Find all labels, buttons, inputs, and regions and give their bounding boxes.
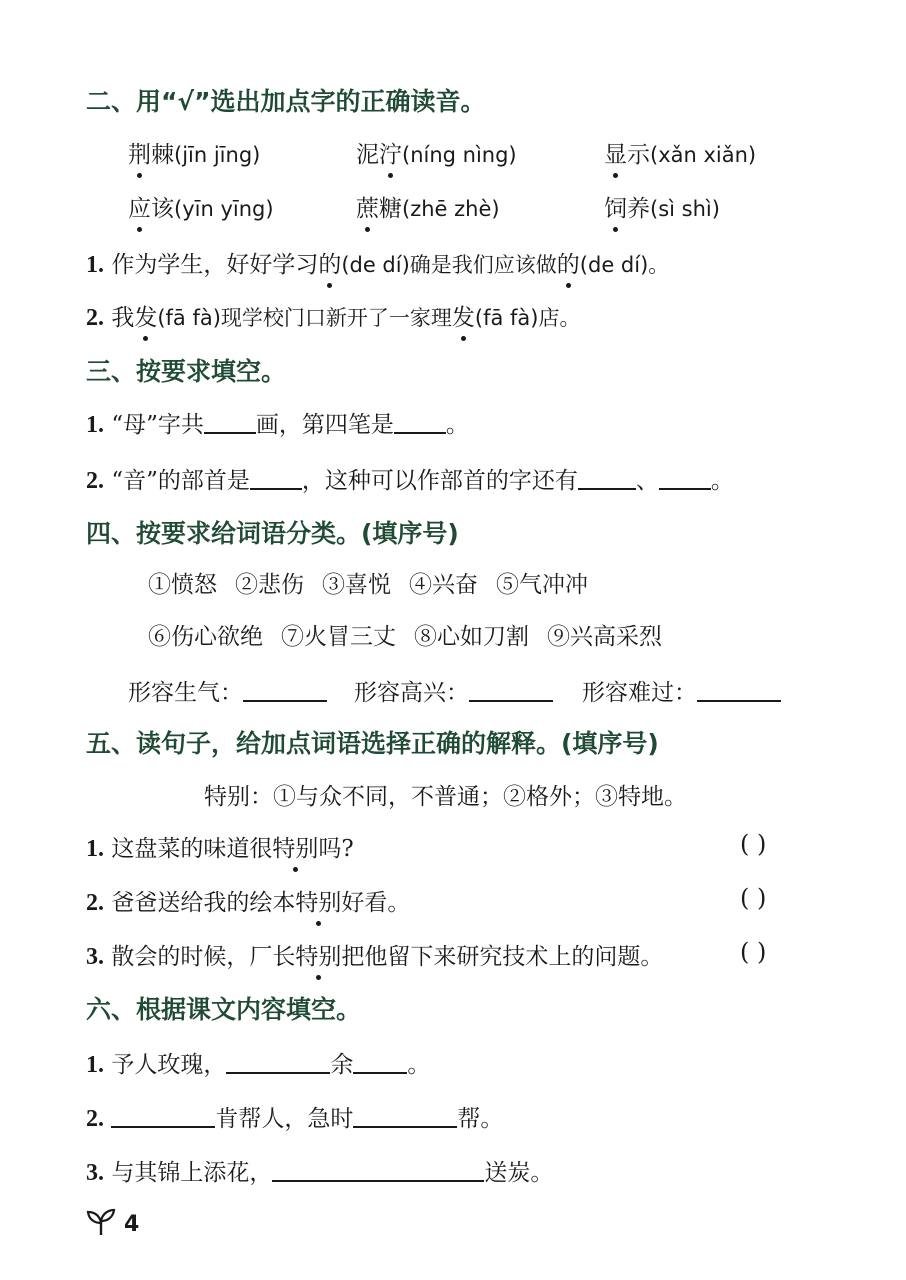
word-item: ⑨兴高采烈 bbox=[547, 624, 662, 650]
question-6-1: 1. 予人玫瑰， 余 。 bbox=[86, 1052, 431, 1078]
answer-blank[interactable] bbox=[226, 1050, 330, 1074]
section-2-title: 二、用“√”选出加点字的正确读音。 bbox=[86, 87, 486, 116]
word-item: ③喜悦 bbox=[322, 572, 391, 598]
category-item: 形容难过： bbox=[582, 674, 781, 707]
pinyin-item: 蔗糖(zhē zhè) bbox=[356, 190, 500, 223]
word-item: ⑤气冲冲 bbox=[496, 572, 588, 598]
answer-paren[interactable]: ( ) bbox=[740, 830, 767, 858]
pinyin-item: 饲养(sì shì) bbox=[604, 190, 720, 223]
word-bank-row bbox=[148, 566, 588, 599]
category-item: 形容高兴： bbox=[354, 674, 553, 707]
question-5-3: 3. 散会的时候，厂长特别把他留下来研究技术上的问题。 bbox=[86, 938, 663, 971]
word-item: ⑧心如刀割 bbox=[414, 624, 529, 650]
question-3-1: 1. “母”字共 画，第四笔是 。 bbox=[86, 412, 469, 438]
word-item: ⑦火冒三丈 bbox=[281, 624, 396, 650]
section-4-title: 四、按要求给词语分类。(填序号) bbox=[86, 519, 459, 548]
word-item: ②悲伤 bbox=[235, 572, 304, 598]
question-6-3: 3. 与其锦上添花， 送炭。 bbox=[86, 1160, 554, 1186]
answer-paren[interactable]: ( ) bbox=[740, 884, 767, 912]
category-item: 形容生气： bbox=[128, 674, 327, 707]
section-6-title: 六、根据课文内容填空。 bbox=[86, 995, 362, 1024]
section-5-title: 五、读句子，给加点词语选择正确的解释。(填序号) bbox=[86, 729, 659, 758]
answer-blank[interactable] bbox=[659, 466, 711, 490]
answer-blank[interactable] bbox=[697, 678, 781, 702]
question-2-2: 2. 我发(fā fà)现学校门口新开了一家理发(fā fà)店。 bbox=[86, 299, 581, 332]
question-3-2: 2. “音”的部首是 ，这种可以作部首的字还有 、 。 bbox=[86, 468, 734, 494]
sprout-icon bbox=[86, 1208, 116, 1240]
answer-paren[interactable]: ( ) bbox=[740, 938, 767, 966]
definition-line: 特别：①与众不同，不普通；②格外；③特地。 bbox=[204, 784, 687, 810]
question-2-1: 1. 作为学生，好好学习的(de dí)确是我们应该做的(de dí)。 bbox=[86, 246, 669, 279]
question-5-2: 2. 爸爸送给我的绘本特别好看。 bbox=[86, 884, 410, 917]
answer-blank[interactable] bbox=[204, 410, 256, 434]
question-5-1: 1. 这盘菜的味道很特别吗? bbox=[86, 830, 354, 863]
word-item: ④兴奋 bbox=[409, 572, 478, 598]
answer-blank[interactable] bbox=[469, 678, 553, 702]
answer-blank[interactable] bbox=[272, 1158, 484, 1182]
section-3-title: 三、按要求填空。 bbox=[86, 357, 287, 386]
answer-blank[interactable] bbox=[578, 466, 636, 490]
answer-blank[interactable] bbox=[243, 678, 327, 702]
answer-blank[interactable] bbox=[353, 1050, 407, 1074]
pinyin-item: 泥泞(níng nìng) bbox=[356, 136, 517, 169]
pinyin-item: 荆棘(jīn jīng) bbox=[128, 136, 260, 169]
question-6-2: 2. 肯帮人，急时 帮。 bbox=[86, 1106, 504, 1132]
answer-blank[interactable] bbox=[250, 466, 302, 490]
word-bank-row bbox=[148, 618, 662, 651]
word-item: ⑥伤心欲绝 bbox=[148, 624, 263, 650]
answer-blank[interactable] bbox=[353, 1104, 457, 1128]
answer-blank[interactable] bbox=[394, 410, 446, 434]
word-item: ①愤怒 bbox=[148, 572, 217, 598]
page-footer bbox=[86, 1208, 139, 1240]
page-number: 4 bbox=[124, 1211, 140, 1237]
pinyin-item: 应该(yīn yīng) bbox=[128, 190, 274, 223]
pinyin-item: 显示(xǎn xiǎn) bbox=[604, 136, 756, 169]
answer-blank[interactable] bbox=[111, 1104, 215, 1128]
